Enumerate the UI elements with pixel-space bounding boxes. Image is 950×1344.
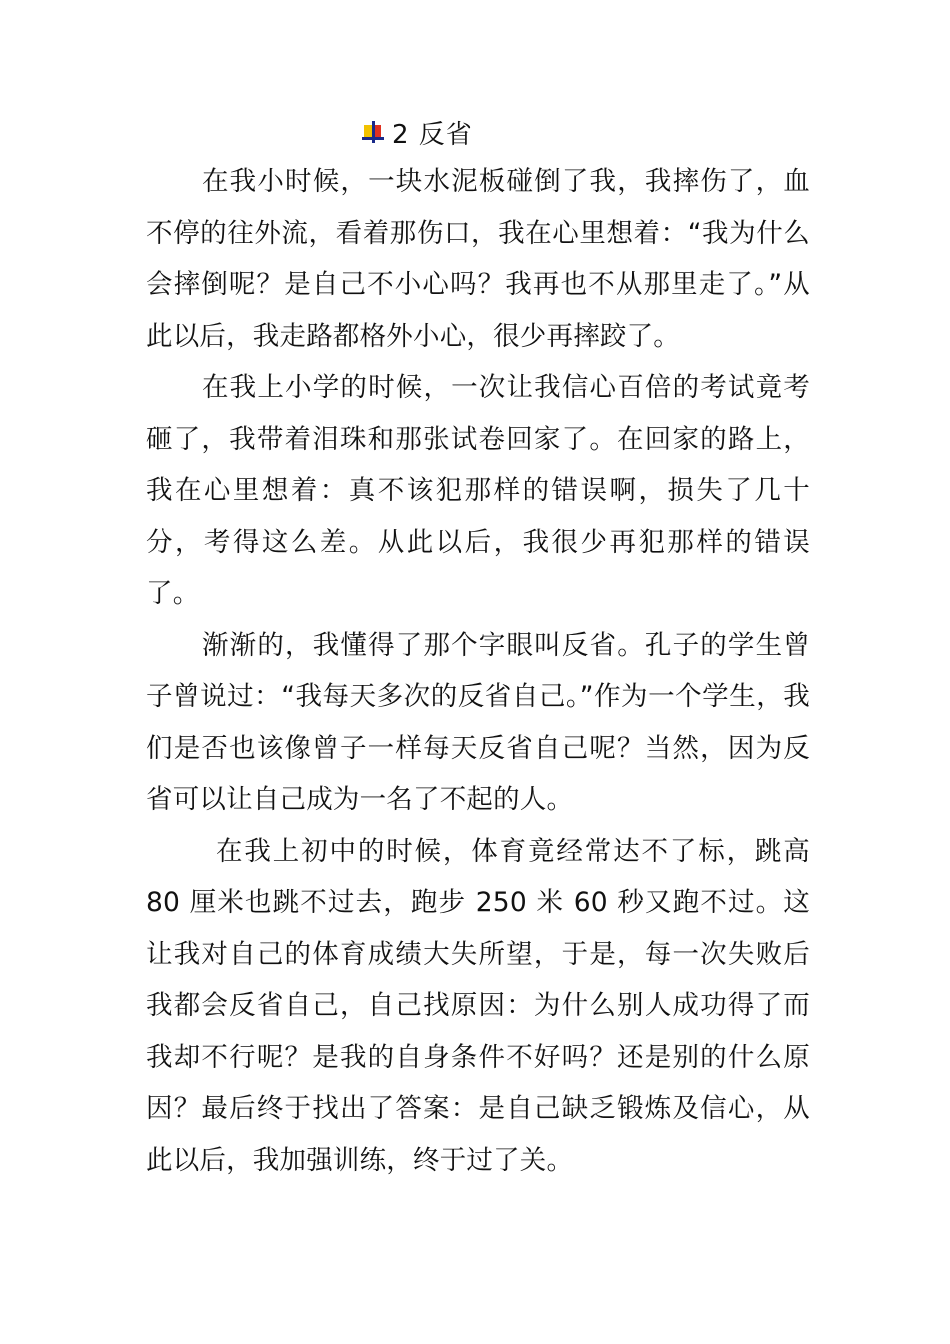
paragraph-1: 在我小时候，一块水泥板碰倒了我，我摔伤了，血不停的往外流，看着那伤口，我在心里想着：“我为什么会摔倒呢？是自己不小心吗？我再也不从那里走了。”从此以后，我走路都格外小心，很少再摔跤了。 xyxy=(146,166,810,352)
paragraph-3: 渐渐的，我懂得了那个字眼叫反省。孔子的学生曾子曾说过：“我每天多次的反省自己。”作为一个学生，我们是否也该像曾子一样每天反省自己呢？当然，因为反省可以让自己成为一名了不起的人。 xyxy=(146,629,810,815)
essay-title: 2 反省 xyxy=(392,119,473,150)
essay-body xyxy=(146,156,810,1186)
paragraph-2: 在我上小学的时候，一次让我信心百倍的考试竟考砸了，我带着泪珠和那张试卷回家了。在回家的路上，我在心里想着：真不该犯那样的错误啊，损失了几十分，考得这么差。从此以后，我很少再犯那样的错误了。 xyxy=(146,372,810,609)
document-bullet-icon xyxy=(360,119,386,145)
paragraph-4: 在我上初中的时候，体育竟经常达不了标，跳高80 厘米也跳不过去，跑步 250 米 60 秒又跑不过。这让我对自己的体育成绩大失所望，于是，每一次失败后我都会反省自己，自己找原因：为什么别人成功得了而我却不行呢？是我的自身条件不好吗？还是别的什么原因？最后终于找出了答案：是自己缺乏锻炼及信心，从此以后，我加强训练，终于过了关。 xyxy=(146,835,810,1176)
title-row xyxy=(360,112,473,152)
